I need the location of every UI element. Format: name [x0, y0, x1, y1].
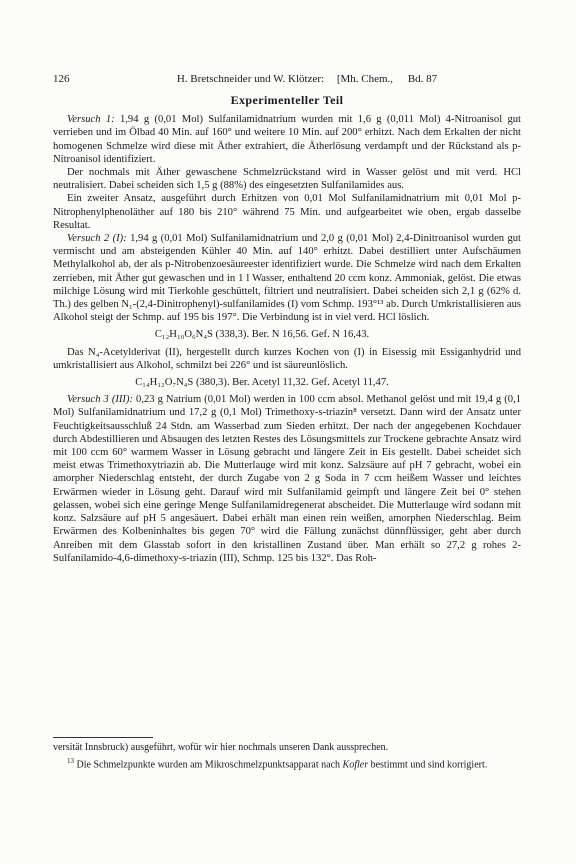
formula-1: C₁₂H₁₀O₆N₄S (338,3). Ber. N 16,56. Gef. N 16,43.	[154, 329, 370, 341]
header-volume: Bd. 87	[407, 73, 438, 85]
header-authors: H. Bretschneider und W. Klötzer:	[176, 73, 325, 85]
paragraph-versuch-2	[53, 232, 521, 324]
running-title	[53, 72, 521, 86]
versuch-3-label: Versuch 3 (III):	[67, 394, 134, 406]
footnote-continuation: versität Innsbruck) ausgeführt, wofür wir hier nochmals unseren Dank aussprechen.	[53, 742, 389, 753]
footnote-rule	[53, 737, 153, 738]
formula-2: C₁₄H₁₂O₇N₄S (380,3). Ber. Acetyl 11,32. Gef. Acetyl 11,47.	[135, 377, 389, 389]
versuch-2-label: Versuch 2 (I):	[67, 233, 127, 245]
paragraph-versuch-3	[53, 393, 521, 565]
section-title: Experimenteller Teil	[230, 93, 344, 107]
versuch-2-text: 1,94 g (0,01 Mol) Sulfanilamidnatrium und 2,0 g (0,01 Mol) 2,4-Dinitroanisol wurden gut vermischt und am absteigenden Kühler 40 Min. auf 140° erhitzt. Dabei destilliert unter Aufschäumen Methylalkohol ab, der als p-Nitrobenzoesäureester identifiziert wurde. Die Schmelze wird nach dem Erkalten zerrieben, mit Äther gut gewaschen und in 1 l Wasser, enthaltend 20 ccm konz. Ammoniak, gelöst. Die etwas milchige Lösung wird mit Tierkohle geschüttelt, filtriert und neutralisiert. Dabei scheiden sich 2,1 g (62% d. Th.) des gelben N₁-(2,4-Dinitrophenyl)-sulfanilamides (I) vom Schmp. 193°¹³ ab. Durch Umkristallisieren aus Alkohol steigt der Schmp. auf 195 bis 197°. Die Verbindung ist in viel verd. HCl löslich.	[53, 233, 521, 324]
versuch-3-text: 0,23 g Natrium (0,01 Mol) werden in 100 ccm absol. Methanol gelöst und mit 19,4 g (0,1 Mol) Sulfanilamidnatrium und 17,2 g (0,1 Mol) Trimethoxy-s-triazin⁸ versetzt. Dann wird der Ansatz unter Feuchtigkeitsausschluß 24 Stdn. am Wasserbad zum Sieden erhitzt. Der nach der angegebenen Kochdauer durch Abdestillieren und Absaugen des letzten Restes des Lösungsmittels zur Trockene gebrachte Ansatz wird mit 100 ccm 60° warmem Wasser in Lösung gebracht und längere Zeit in Eis gestellt. Dabei scheidet sich meist etwas Trimethoxytriazin ab. Die Mutterlauge wird mit konz. Salzsäure auf pH 7 gebracht, wobei ein amorpher Niederschlag entsteht, der durch Zugabe von 2 g Soda in 7 ccm heißem Wasser und leichtes Erwärmen wieder in Lösung geht. Darauf wird mit Sulfanilamid geimpft und längere Zeit bei 0° stehen gelassen, wobei sich eine geringe Menge Sulfanilamidregenerat abscheidet. Die Mutterlauge wird sodann mit konz. Salzsäure auf pH 5 angesäuert. Dabei erhält man einen rein weißen, amorphen Niederschlag. Beim Erwärmen des Kolbeninhaltes bis gegen 70° wird die Fällung zunächst dünnflüssiger, geht aber durch Anreiben mit dem Glasstab sofort in den kristallinen Zustand über. Man erhält so 27,2 g rohes 2-Sulfanilamido-4,6-dimethoxy-s-triazin (III), Schmp. 125 bis 132°. Das Roh-	[53, 394, 521, 564]
versuch-1-label: Versuch 1:	[67, 114, 115, 126]
footnote-13-text-before: Die Schmelzpunkte wurden am Mikroschmelzpunktsapparat nach	[76, 758, 341, 770]
header-journal: [Mh. Chem.,	[336, 73, 394, 85]
footnote-13-name: Kofler	[342, 758, 369, 770]
page-number: 126	[53, 73, 70, 85]
paragraph-3: Ein zweiter Ansatz, ausgeführt durch Erhitzen von 0,01 Mol Sulfanilamidnatrium mit 0,01 Mol p-Nitrophenylphenoläther auf 180 bis 210° während 75 Min. und aufgearbeitet wie oben, ergab dasselbe Resultat.	[53, 193, 521, 231]
main-text	[53, 94, 521, 565]
paragraph-versuch-1	[53, 113, 521, 166]
paragraph-5: Das N₄-Acetylderivat (II), hergestellt durch kurzes Kochen von (I) in Eisessig mit Essiganhydrid und umkristallisiert aus Alkohol, schmilzt bei 226° und ist säureunlöslich.	[53, 346, 521, 371]
versuch-1-text: 1,94 g (0,01 Mol) Sulfanilamidnatrium wurden mit 1,6 g (0,011 Mol) 4-Nitroanisol gut verrieben und im Ölbad 40 Min. auf 160° und weitere 10 Min. auf 200° erhitzt. Nach dem Erkalten der nicht homogenen Schmelze wird diese mit Äther extrahiert, die Ätherlösung verdampft und der Rückstand als p-Nitroanisol identifiziert.	[53, 114, 521, 165]
footnote-13-text-after: bestimmt und sind korrigiert.	[370, 758, 488, 770]
footnote-13-mark: 13	[67, 756, 74, 765]
footnotes	[53, 737, 521, 772]
paragraph-2: Der nochmals mit Äther gewaschene Schmelzrückstand wird in Wasser gelöst und mit verd. HCl neutralisiert. Dabei scheiden sich 1,5 g (88%) des eingesetzten Sulfanilamides aus.	[53, 167, 521, 192]
footnote-13	[53, 755, 521, 772]
